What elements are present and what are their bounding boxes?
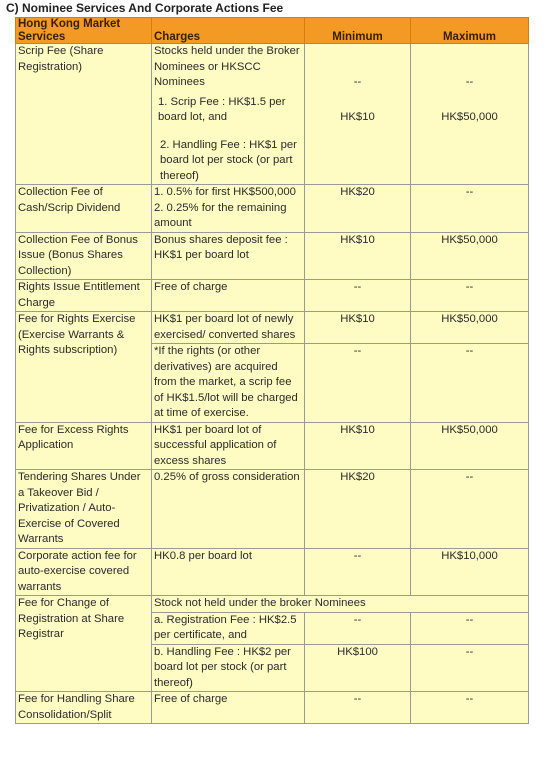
charge-heading-cell: Stock not held under the broker Nominees	[152, 596, 529, 613]
service-cell: Scrip Fee (Share Registration)	[16, 44, 152, 185]
charge-cell: b. Handling Fee : HK$2 per board lot per stock (or part thereof)	[152, 644, 305, 692]
minimum-cell: --	[305, 44, 411, 95]
service-cell: Fee for Excess Rights Application	[16, 422, 152, 470]
header-maximum: Maximum	[411, 18, 529, 44]
table-row	[16, 692, 529, 724]
maximum-cell: --	[411, 185, 529, 233]
service-cell: Rights Issue Entitlement Charge	[16, 280, 152, 312]
table-row	[16, 185, 529, 233]
minimum-cell	[305, 126, 411, 185]
charge-cell: Bonus shares deposit fee : HK$1 per board lot	[152, 232, 305, 280]
section-title: C) Nominee Services And Corporate Actions Fee	[6, 1, 284, 15]
service-cell: Fee for Rights Exercise (Exercise Warrants & Rights subscription)	[16, 312, 152, 423]
maximum-cell: HK$10,000	[411, 548, 529, 596]
table-row	[16, 280, 529, 312]
maximum-cell: --	[411, 612, 529, 644]
maximum-cell: --	[411, 470, 529, 549]
charge-cell: HK0.8 per board lot	[152, 548, 305, 596]
maximum-cell: --	[411, 344, 529, 423]
minimum-cell: HK$10	[305, 312, 411, 344]
charge-handling: 2. Handling Fee : HK$1 per board lot per stock (or part thereof)	[160, 138, 297, 182]
maximum-cell: HK$50,000	[411, 232, 529, 280]
charge-cell: 0.25% of gross consideration	[152, 470, 305, 549]
minimum-cell: HK$100	[305, 644, 411, 692]
maximum-cell: --	[411, 280, 529, 312]
minimum-cell: --	[305, 692, 411, 724]
charge-cell: HK$1 per board lot of newly exercised/ converted shares	[152, 312, 305, 344]
table-row	[16, 596, 529, 613]
service-cell: Collection Fee of Bonus Issue (Bonus Shares Collection)	[16, 232, 152, 280]
maximum-cell: --	[411, 644, 529, 692]
table-header-row	[16, 18, 529, 44]
minimum-cell: --	[305, 548, 411, 596]
maximum-cell: HK$50,000	[411, 95, 529, 126]
fee-table	[15, 17, 529, 724]
charge-intro: Stocks held under the Broker Nominees or HKSCC Nominees	[154, 45, 300, 88]
service-cell: Collection Fee of Cash/Scrip Dividend	[16, 185, 152, 233]
service-cell: Tendering Shares Under a Takeover Bid / Privatization / Auto-Exercise of Covered Warrants	[16, 470, 152, 549]
table-row	[16, 548, 529, 596]
maximum-cell: --	[411, 692, 529, 724]
table-row	[16, 422, 529, 470]
charge-cell: Free of charge	[152, 692, 305, 724]
table-row	[16, 470, 529, 549]
service-cell: Corporate action fee for auto-exercise covered warrants	[16, 548, 152, 596]
minimum-cell: HK$20	[305, 470, 411, 549]
header-services-line1: Hong Kong Market	[18, 18, 121, 30]
minimum-cell: --	[305, 344, 411, 423]
service-cell: Fee for Change of Registration at Share Registrar	[16, 596, 152, 692]
maximum-cell: --	[411, 44, 529, 95]
minimum-cell: HK$20	[305, 185, 411, 233]
table-row	[16, 312, 529, 344]
charge-cell: 1. 0.5% for first HK$500,000 2. 0.25% for the remaining amount	[152, 185, 305, 233]
header-charges: Charges	[152, 18, 305, 44]
table-row	[16, 44, 529, 95]
minimum-cell: --	[305, 612, 411, 644]
service-cell: Fee for Handling Share Consolidation/Split	[16, 692, 152, 724]
table-row	[16, 232, 529, 280]
charge-cell	[152, 126, 305, 185]
charge-cell: Free of charge	[152, 280, 305, 312]
charge-cell: *If the rights (or other derivatives) are acquired from the market, a scrip fee of HK$1.5/lot will be charged at time of exercise.	[152, 344, 305, 423]
minimum-cell: HK$10	[305, 422, 411, 470]
charge-cell: a. Registration Fee : HK$2.5 per certificate, and	[152, 612, 305, 644]
charge-cell: 1. Scrip Fee : HK$1.5 per board lot, and	[152, 95, 305, 126]
maximum-cell	[411, 126, 529, 185]
header-minimum: Minimum	[305, 18, 411, 44]
minimum-cell: HK$10	[305, 95, 411, 126]
minimum-cell: HK$10	[305, 232, 411, 280]
maximum-cell: HK$50,000	[411, 422, 529, 470]
charge-cell: HK$1 per board lot of successful application of excess shares	[152, 422, 305, 470]
header-services-line2: Services	[18, 30, 66, 43]
minimum-cell: --	[305, 280, 411, 312]
header-services	[16, 18, 152, 44]
maximum-cell: HK$50,000	[411, 312, 529, 344]
charge-cell	[152, 44, 305, 95]
